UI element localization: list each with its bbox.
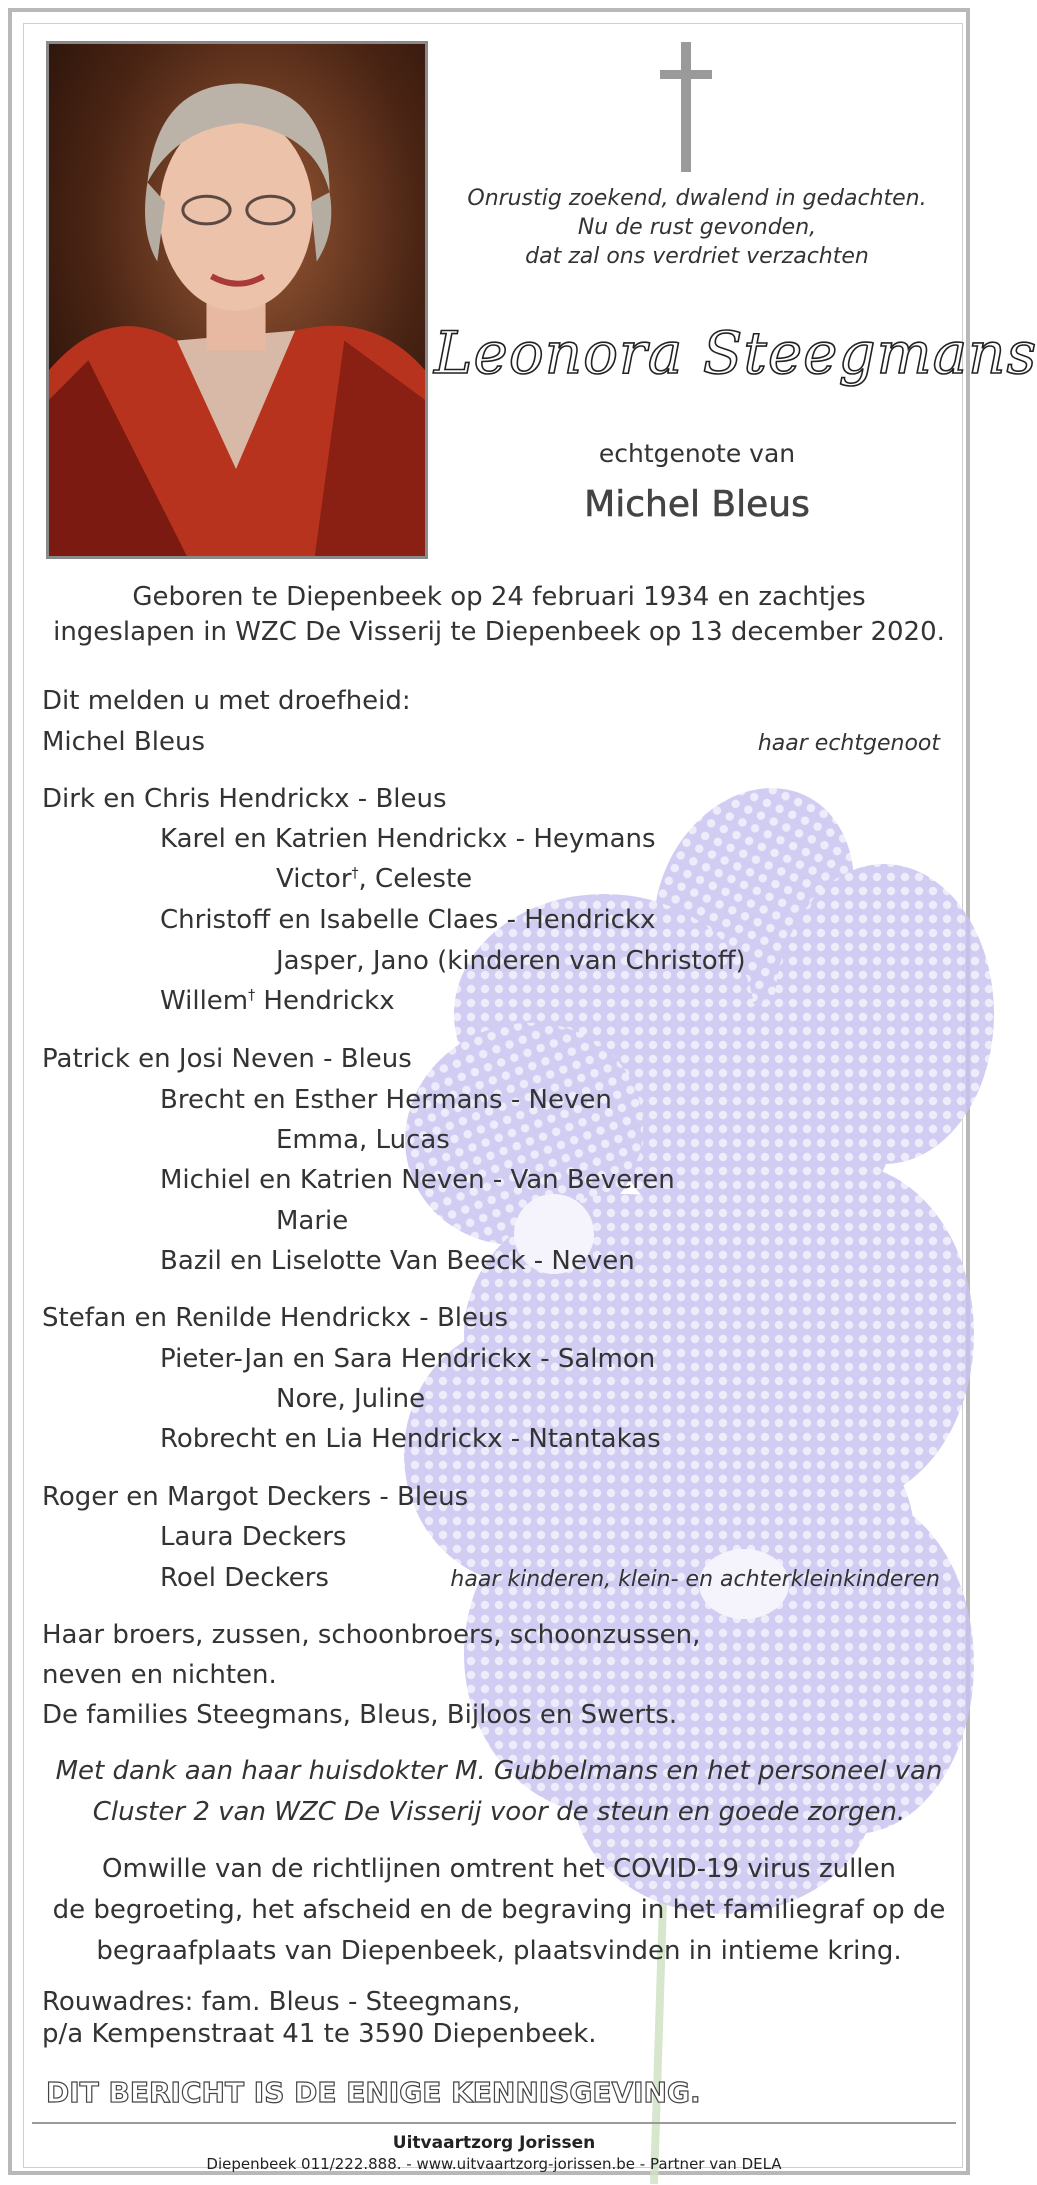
family-name: Hendrickx [255,986,395,1016]
thanks-line: Met dank aan haar huisdokter M. Gubbelmans en het personeel van [55,1756,943,1786]
thanks-line: Cluster 2 van WZC De Visserij voor de steun en goede zorgen. [92,1797,906,1827]
funeral-home-info: Diepenbeek 011/222.888. - www.uitvaartzorg-jorissen.be - Partner van DELA [206,2155,782,2173]
family-line: Stefan en Renilde Hendrickx - Bleus [42,1303,509,1333]
family-line: Laura Deckers [160,1522,347,1552]
address-line: p/a Kempenstraat 41 te 3590 Diepenbeek. [42,2019,597,2049]
family-line [276,864,472,894]
birth-line: Geboren te Diepenbeek op 24 februari 1934 en zachtjes [132,582,866,612]
family-line: Roel Deckers [160,1563,329,1593]
family-line: Patrick en Josi Neven - Bleus [42,1044,412,1074]
family-line: Roger en Margot Deckers - Bleus [42,1482,469,1512]
family-name: Victor [276,864,352,894]
notice-text: DIT BERICHT IS DE ENIGE KENNISGEVING. [46,2076,701,2109]
spouse-label: echtgenote van [598,439,796,468]
birth-death-text [44,580,954,650]
family-line: Bazil en Liselotte Van Beeck - Neven [160,1246,635,1276]
family-line: Brecht en Esther Hermans - Neven [160,1085,612,1115]
dagger-mark: † [351,865,359,882]
card-frame [8,8,1037,2175]
cross-icon [660,42,712,172]
address-block [42,1986,597,2050]
family-line: Karel en Katrien Hendrickx - Heymans [160,824,656,854]
covid-text [44,1849,954,1972]
card-inner [23,23,1037,2173]
poem [442,184,952,271]
family-name: , Celeste [358,864,473,894]
address-line: Rouwadres: fam. Bleus - Steegmans, [42,1987,521,2017]
spouse-name: Michel Bleus [584,484,810,525]
poem-line: Onrustig zoekend, dwalend in gedachten. [467,186,927,211]
others-line: De families Steegmans, Bleus, Bijloos en Swerts. [42,1700,678,1730]
family-line: Marie [276,1206,349,1236]
family-line [160,986,395,1016]
husband-relation: haar echtgenoot [757,731,940,756]
poem-line: dat zal ons verdriet verzachten [525,244,869,269]
family-line: Dirk en Chris Hendrickx - Bleus [42,784,447,814]
thanks-text [44,1751,954,1833]
dagger-mark: † [248,987,256,1004]
family-name: Willem [160,986,249,1016]
portrait-photo [46,41,428,559]
poem-line: Nu de rust gevonden, [577,215,817,240]
family-line: Jasper, Jano (kinderen van Christoff) [276,946,746,976]
family-line: Nore, Juline [276,1384,426,1414]
deceased-name: Leonora Steegmans [434,319,1037,387]
family-line: Michiel en Katrien Neven - Van Beveren [160,1165,675,1195]
family-line: Christoff en Isabelle Claes - Hendrickx [160,905,656,935]
footer-divider [32,2122,956,2124]
family-line: Pieter-Jan en Sara Hendrickx - Salmon [160,1344,656,1374]
covid-line: begraafplaats van Diepenbeek, plaatsvinden in intieme kring. [96,1936,902,1966]
covid-line: de begroeting, het afscheid en de begraving in het familiegraf op de [52,1895,946,1925]
family-line: Emma, Lucas [276,1125,450,1155]
husband-name: Michel Bleus [42,727,205,757]
family-line: Robrecht en Lia Hendrickx - Ntantakas [160,1424,661,1454]
birth-line: ingeslapen in WZC De Visserij te Diepenbeek op 13 december 2020. [53,617,945,647]
others-line: Haar broers, zussen, schoonbroers, schoonzussen, [42,1620,701,1650]
funeral-home-name: Uitvaartzorg Jorissen [392,2133,596,2153]
covid-line: Omwille van de richtlijnen omtrent het COVID-19 virus zullen [101,1854,896,1884]
children-relation: haar kinderen, klein- en achterkleinkinderen [450,1567,940,1592]
others-line: neven en nichten. [42,1660,277,1690]
announce-text: Dit melden u met droefheid: [42,686,411,716]
